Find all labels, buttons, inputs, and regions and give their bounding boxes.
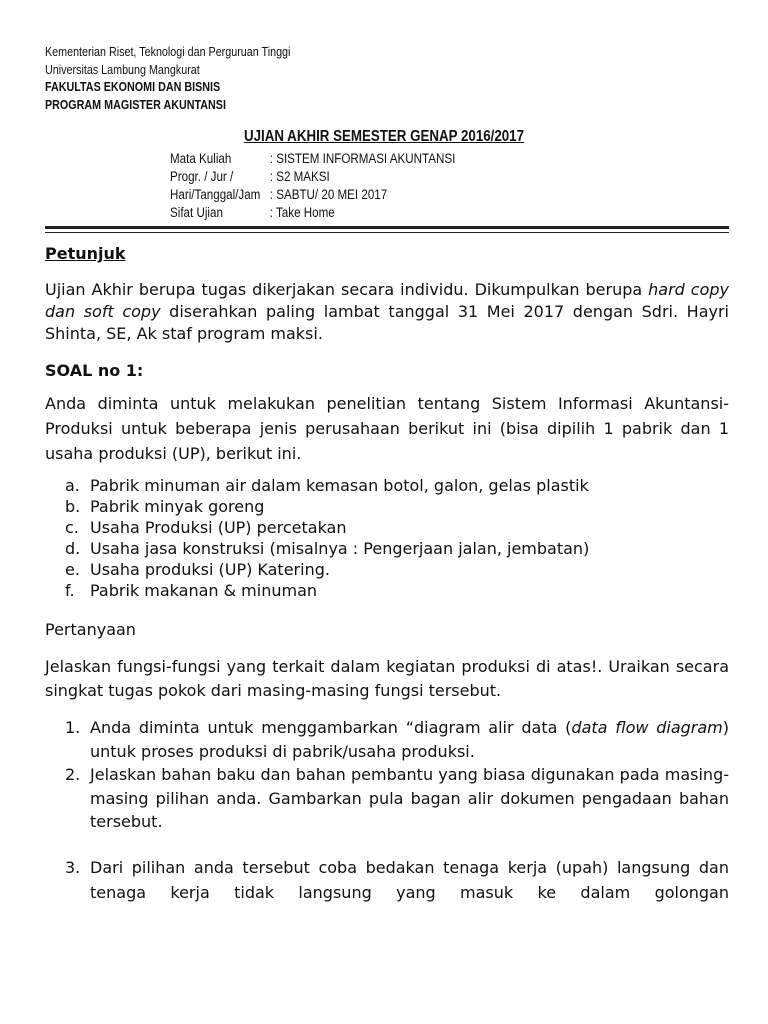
university-name: Universitas Lambung Mangkurat bbox=[45, 62, 200, 77]
document-body bbox=[45, 242, 729, 905]
list-item-text: Pabrik minuman air dalam kemasan botol, galon, gelas plastik bbox=[90, 476, 589, 495]
list-item bbox=[65, 716, 729, 763]
item-text: ) untuk proses produksi di pabrik/usaha produksi. bbox=[90, 718, 730, 761]
header-divider-thick bbox=[45, 226, 729, 229]
institution-header bbox=[45, 44, 290, 114]
exam-detail-row bbox=[170, 186, 455, 204]
question-title: SOAL no 1: bbox=[45, 361, 144, 380]
detail-value: : S2 MAKSI bbox=[269, 169, 330, 184]
list-item-text: Pabrik makanan & minuman bbox=[90, 581, 318, 600]
list-item bbox=[65, 496, 729, 517]
list-marker: 2. bbox=[65, 765, 81, 784]
detail-label: Hari/Tanggal/Jam bbox=[170, 187, 261, 202]
ministry-name: Kementerian Riset, Teknologi dan Perguruan Tinggi bbox=[45, 45, 291, 59]
list-item-text: Dari pilihan anda tersebut coba bedakan tenaga kerja (upah) langsung dan tenaga kerja tidak langsung yang masuk ke dalam golongan bbox=[90, 857, 729, 902]
detail-label: Sifat Ujian bbox=[170, 205, 223, 220]
detail-value: : SISTEM INFORMASI AKUNTANSI bbox=[269, 151, 456, 166]
list-item-text: Usaha jasa konstruksi (misalnya : Pengerjaan jalan, jembatan) bbox=[90, 539, 590, 558]
company-options-list bbox=[45, 475, 729, 601]
list-item-text: Usaha Produksi (UP) percetakan bbox=[90, 518, 347, 537]
list-marker: e. bbox=[65, 560, 80, 579]
exam-details bbox=[170, 150, 455, 222]
list-marker: f. bbox=[65, 581, 75, 600]
detail-label: Progr. / Jur / bbox=[170, 169, 234, 184]
exam-detail-row bbox=[170, 204, 455, 222]
instructions-text: Ujian Akhir berupa tugas dikerjakan secara individu. Dikumpulkan berupa bbox=[45, 280, 649, 299]
list-marker: 3. bbox=[65, 857, 81, 877]
list-marker: 1. bbox=[65, 718, 81, 737]
list-marker: b. bbox=[65, 497, 81, 516]
list-item-text: Jelaskan bahan baku dan bahan pembantu yang biasa digunakan pada masing-masing pilihan anda. Gambarkan pula bagan alir dokumen pengadaan bahan tersebut. bbox=[90, 765, 729, 831]
list-item-text bbox=[90, 716, 729, 763]
list-item bbox=[65, 517, 729, 538]
exam-detail-row bbox=[170, 150, 455, 168]
list-item bbox=[65, 559, 729, 580]
exam-detail-row bbox=[170, 168, 455, 186]
instructions-heading: Petunjuk bbox=[45, 244, 126, 263]
question-intro: Anda diminta untuk melakukan penelitian tentang Sistem Informasi Akuntansi- Produksi untuk beberapa jenis perusahaan berikut ini (bisa dipilih 1 pabrik dan 1 usaha produksi (UP), berikut ini. bbox=[45, 394, 729, 463]
list-item-text: Pabrik minyak goreng bbox=[90, 497, 265, 516]
list-item bbox=[65, 580, 729, 601]
detail-value: : Take Home bbox=[269, 205, 335, 220]
instructions-paragraph bbox=[45, 279, 729, 345]
list-item bbox=[65, 475, 729, 496]
program-name: PROGRAM MAGISTER AKUNTANSI bbox=[45, 97, 226, 112]
item-italic-text: data flow diagram bbox=[571, 718, 723, 737]
detail-label: Mata Kuliah bbox=[170, 151, 232, 166]
instructions-italic-text: hard copy dan soft copy bbox=[45, 280, 729, 321]
pertanyaan-label: Pertanyaan bbox=[45, 620, 136, 639]
faculty-name: FAKULTAS EKONOMI DAN BISNIS bbox=[45, 80, 221, 95]
list-marker: d. bbox=[65, 539, 81, 558]
item-text: Anda diminta untuk menggambarkan “diagram alir data ( bbox=[90, 718, 572, 737]
detail-value: : SABTU/ 20 MEI 2017 bbox=[269, 187, 388, 202]
pertanyaan-text: Jelaskan fungsi-fungsi yang terkait dalam kegiatan produksi di atas!. Uraikan secara singkat tugas pokok dari masing-masing fungsi tersebut. bbox=[45, 657, 729, 700]
question-items-list bbox=[45, 716, 729, 905]
instructions-text: diserahkan paling lambat tanggal 31 Mei 2017 dengan Sdri. Hayri Shinta, SE, Ak staf program maksi. bbox=[45, 302, 730, 343]
exam-title: UJIAN AKHIR SEMESTER GENAP 2016/2017 bbox=[243, 128, 525, 145]
list-item-text: Usaha produksi (UP) Katering. bbox=[90, 560, 330, 579]
list-marker: c. bbox=[65, 518, 79, 537]
list-item bbox=[65, 538, 729, 559]
list-item bbox=[65, 763, 729, 834]
list-item bbox=[65, 855, 729, 905]
list-marker: a. bbox=[65, 476, 80, 495]
header-divider-thin bbox=[45, 232, 729, 233]
